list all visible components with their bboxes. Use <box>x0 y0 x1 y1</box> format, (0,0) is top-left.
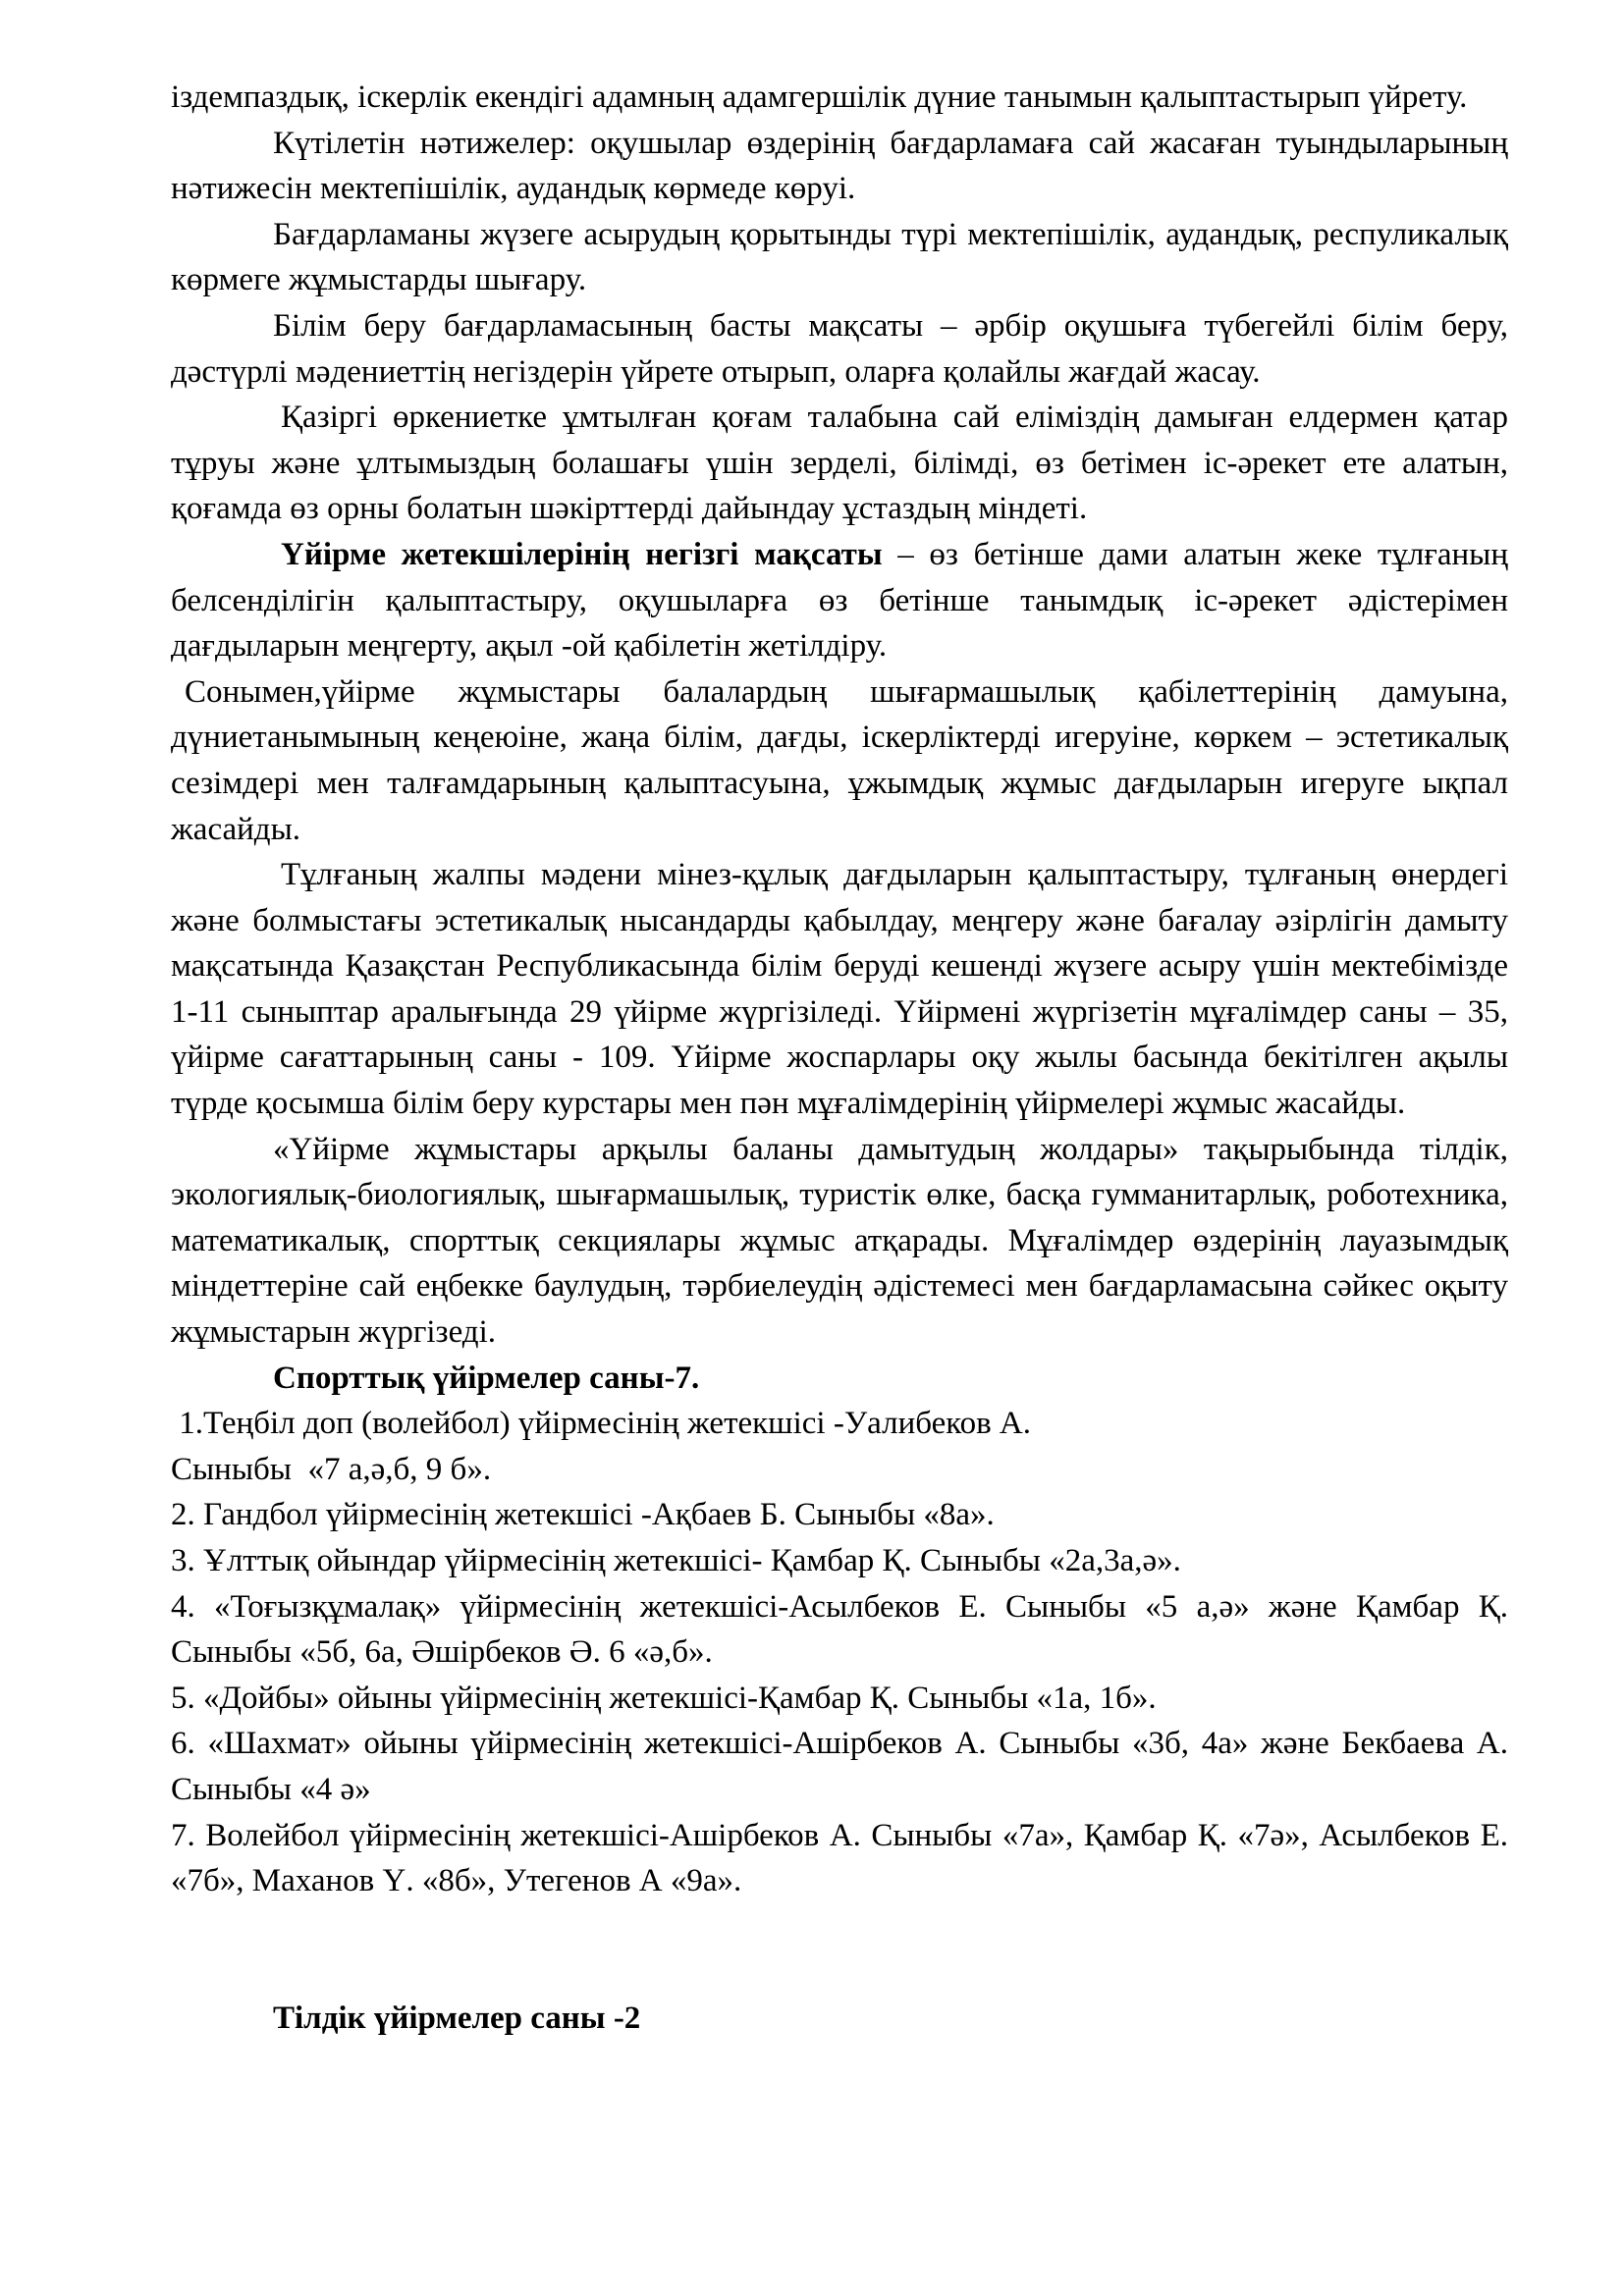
list-item-4: 4. «Тоғызқұмалақ» үйірмесінің жетекшісі-Асылбеков Е. Сыныбы «5 а,ә» және Қамбар Қ. Сыныбы «5б, 6а, Әшірбеков Ә. 6 «ә,б». <box>171 1588 1508 1671</box>
paragraph-club-statistics: Тұлғаның жалпы мәдени мінез-құлық дағдыларын қалыптастыру, тұлғаның өнердегі және болмыстағы эстетикалық нысандарды қабылдау, меңгеру және бағалау әзірлігін дамыту мақсатында Қазақстан Республикасында білім беруді кешенді жүзеге асыру үшін мектебімізде 1-11 сыныптар аралығында 29 үйірме жүргізіледі. Үйірмені жүргізетін мұғалімдер саны – 35, үйірме сағаттарының саны - 109. Үйірме жоспарлары оқу жылы басында бекітілген ақылы түрде қосымша білім беру курстары мен пән мұғалімдерінің үйірмелері жұмыс жасайды. <box>171 857 1508 1122</box>
paragraph-program-goal: Білім беру бағдарламасының басты мақсаты – әрбір оқушыға түбегейлі білім беру, дәстүрлі мәдениеттің негіздерін үйрете отырып, оларға қолайлы жағдай жасау. <box>171 307 1508 390</box>
paragraph-teacher-duty: Қазіргі өркениетке ұмтылған қоғам талабына сай еліміздің дамыған елдермен қатар тұруы және ұлтымыздың болашағы үшін зерделі, білімді, өз бетімен іс-әрекет ете алатын, қоғамда өз орны болатын шәкірттерді дайындау ұстаздың міндеті. <box>171 400 1508 527</box>
bold-lead-text: Үйірме жетекшілерінің негізгі мақсаты <box>281 536 883 572</box>
paragraph-expected-results: Күтілетін нәтижелер: оқушылар өздерінің бағдарламаға сай жасаған туындыларының нәтижесін мектепішілік, аудандық көрмеде көруі. <box>171 125 1508 207</box>
list-item-5: 5. «Дойбы» ойыны үйірмесінің жетекшісі-Қамбар Қ. Сыныбы «1а, 1б». <box>171 1680 1157 1716</box>
list-item-6: 6. «Шахмат» ойыны үйірмесінің жетекшісі-Ашірбеков А. Сыныбы «3б, 4а» және Бекбаева А. Сыныбы «4 ә» <box>171 1726 1508 1807</box>
list-item-1-line2: Сыныбы «7 а,ә,б, 9 б». <box>171 1451 492 1487</box>
paragraph-intro-continuation: іздемпаздық, іскерлік екендігі адамның адамгершілік дүние танымын қалыптастырып үйрету. <box>171 80 1468 115</box>
document-page <box>171 75 1508 2041</box>
paragraph-club-topics: «Үйірме жұмыстары арқылы баланы дамытудың жолдары» тақырыбында тілдік, экологиялық-биологиялық, шығармашылық, туристік өлке, басқа гумманитарлық, роботехника, математикалық, спорттық секциялары жұмыс атқарады. Мұғалімдер өздерінің лауазымдық міндеттеріне сай еңбекке баулудың, тәрбиелеудің әдістемесі мен бағдарламасына сәйкес оқыту жұмыстарын жүргізеді. <box>171 1131 1508 1351</box>
sports-clubs-list <box>171 1401 1508 1904</box>
list-item-2: 2. Гандбол үйірмесінің жетекшісі -Ақбаев Б. Сыныбы «8а». <box>171 1497 995 1533</box>
paragraph-body-text: – өз бетінше дами алатын жеке тұлғаның белсенділігін қалыптастыру, оқушыларға өз бетінше танымдық іс-әрекет әдістерімен дағдыларын меңгерту, ақыл -ой қабілетін жетілдіру. <box>171 536 1508 665</box>
section-spacer <box>171 1904 1508 1996</box>
paragraph-club-leaders-goal <box>171 532 1508 669</box>
list-item-3: 3. Ұлттық ойындар үйірмесінің жетекшісі- Қамбар Қ. Сыныбы «2а,3а,ә». <box>171 1543 1181 1578</box>
language-clubs-heading: Тілдік үйірмелер саны -2 <box>273 2000 641 2036</box>
list-item-7: 7. Волейбол үйірмесінің жетекшісі-Ашірбеков А. Сыныбы «7а», Қамбар Қ. «7ә», Асылбеков Е. «7б», Маханов Ү. «8б», Утегенов А «9а». <box>171 1817 1508 1899</box>
paragraph-club-work-impact: Сонымен,үйірме жұмыстары балалардың шығармашылық қабілеттерінің дамуына, дүниетанымының кеңеюіне, жаңа білім, дағды, іскерліктерді игеруіне, көркем – эстетикалық сезімдері мен талғамдарының қалыптасуына, ұжымдық жұмыс дағдыларын игеруге ықпал жасайды. <box>171 673 1508 847</box>
list-item-1-line1: 1.Теңбіл доп (волейбол) үйірмесінің жетекшісі -Уалибеков А. <box>171 1406 1032 1442</box>
sports-clubs-heading: Спорттық үйірмелер саны-7. <box>273 1360 700 1396</box>
paragraph-program-final-form: Бағдарламаны жүзеге асырудың қорытынды түрі мектепішілік, аудандық, респуликалық көрмеге жұмыстарды шығару. <box>171 216 1508 298</box>
